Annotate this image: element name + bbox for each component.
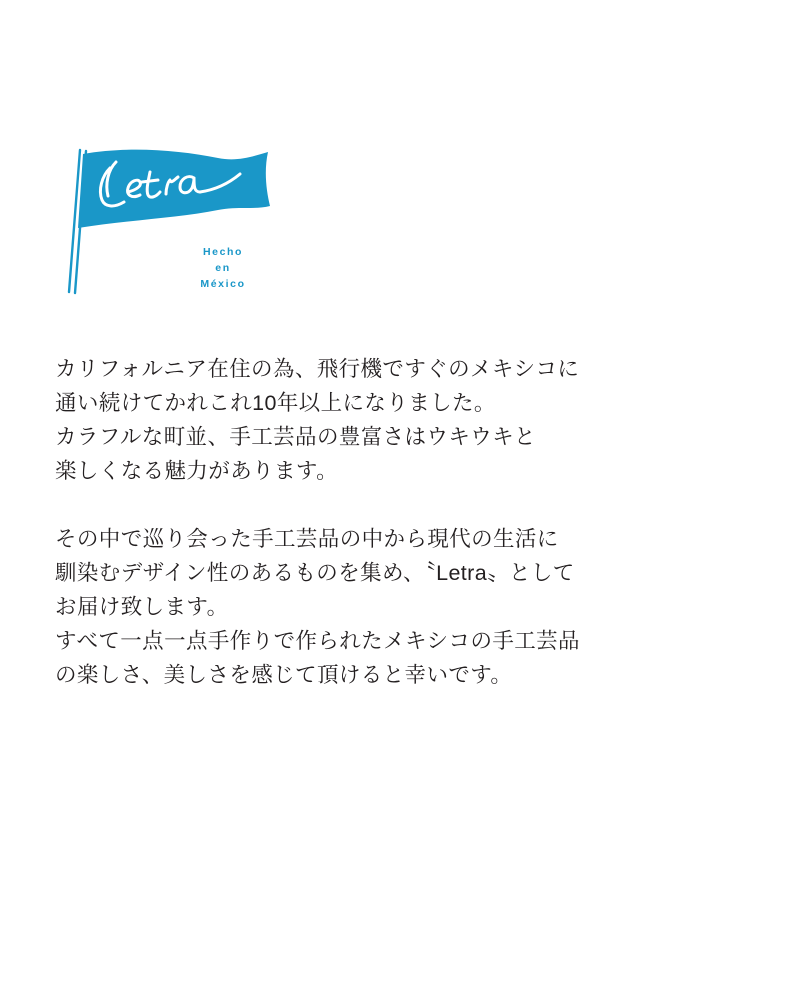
- brand-tagline: [153, 244, 293, 292]
- text-line: その中で巡り会った手工芸品の中から現代の生活に: [55, 527, 559, 551]
- paragraph-intro: [55, 352, 715, 488]
- brand-logo: [58, 140, 318, 315]
- text-line: の楽しさ、美しさを感じて頂けると幸いです。: [55, 663, 513, 687]
- text-line: すべて一点一点手作りで作られたメキシコの手工芸品: [55, 629, 580, 653]
- tagline-line-3: México: [200, 278, 246, 290]
- tagline-line-1: Hecho: [202, 246, 244, 258]
- text-line: カリフォルニア在住の為、飛行機ですぐのメキシコに: [55, 357, 580, 381]
- about-text: [55, 352, 715, 692]
- text-line: 馴染むデザイン性のあるものを集め、〝Letra〟として: [55, 561, 575, 585]
- text-line: お届け致します。: [55, 595, 229, 619]
- text-line: カラフルな町並、手工芸品の豊富さはウキウキと: [55, 425, 536, 449]
- text-line: 楽しくなる魅力があります。: [55, 459, 338, 483]
- text-line: 通い続けてかれこれ10年以上になりました。: [55, 391, 496, 415]
- paragraph-mission: [55, 522, 715, 692]
- tagline-line-2: en: [215, 262, 231, 274]
